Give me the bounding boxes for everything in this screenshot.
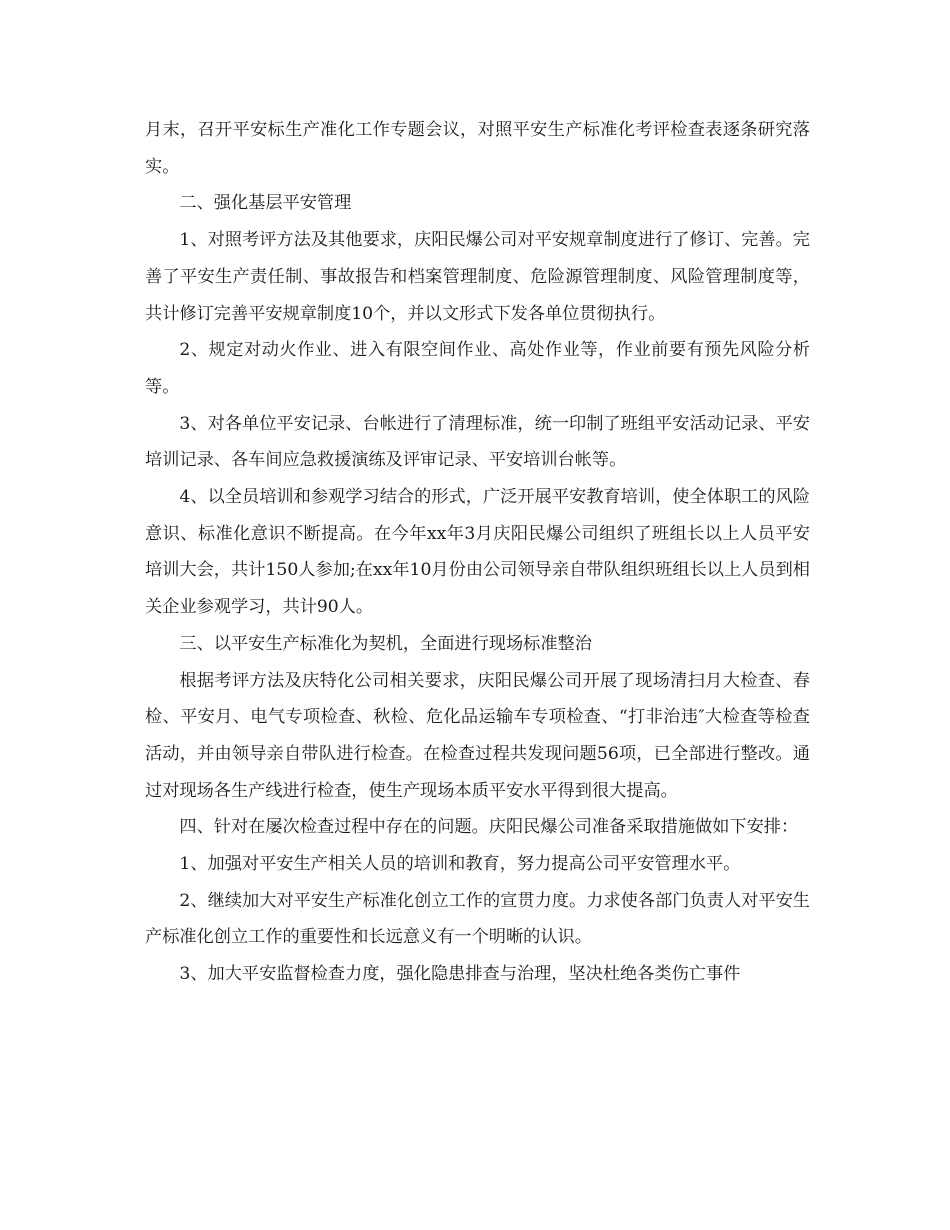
paragraph-item-1: 1、对照考评方法及其他要求，庆阳民爆公司对平安规章制度进行了修订、完善。完善了平安生产责任制、事故报告和档案管理制度、危险源管理制度、风险管理制度等，共计修订完善平安规章制度10个，并以文形式下发各单位贯彻执行。 [145, 230, 810, 324]
paragraph-inspection: 根据考评方法及庆特化公司相关要求，庆阳民爆公司开展了现场清扫月大检查、春检、平安月、电气专项检查、秋检、危化品运输车专项检查、“打非治违″大检查等检查活动，并由领导亲自带队进行检查。在检查过程共发现问题56项，已全部进行整改。通过对现场各生产线进行检查，使生产现场本质平安水平得到很大提高。 [145, 670, 810, 801]
paragraph-measure-2: 2、继续加大对平安生产标准化创立工作的宣贯力度。力求使各部门负责人对平安生产标准化创立工作的重要性和长远意义有一个明晰的认识。 [145, 890, 810, 948]
section-heading-3: 三、以平安生产标准化为契机，全面进行现场标准整治 [179, 633, 592, 654]
paragraph-item-3: 3、对各单位平安记录、台帐进行了清理标准，统一印制了班组平安活动记录、平安培训记录、各车间应急救援演练及评审记录、平安培训台帐等。 [145, 413, 810, 471]
paragraph-measure-3: 3、加大平安监督检查力度，强化隐患排查与治理，坚决杜绝各类伤亡事件 [179, 964, 741, 985]
document-page [145, 112, 810, 993]
paragraph-measure-1: 1、加强对平安生产相关人员的培训和教育，努力提高公司平安管理水平。 [179, 854, 741, 875]
paragraph-item-2: 2、规定对动火作业、进入有限空间作业、高处作业等，作业前要有预先风险分析等。 [145, 340, 810, 397]
paragraph-continuation: 月末，召开平安标生产准化工作专题会议，对照平安生产标准化考评检查表逐条研究落实。 [145, 120, 810, 177]
section-heading-2: 二、强化基层平安管理 [179, 193, 352, 214]
section-heading-4: 四、针对在屡次检查过程中存在的问题。庆阳民爆公司准备采取措施做如下安排： [179, 817, 799, 838]
paragraph-item-4: 4、以全员培训和参观学习结合的形式，广泛开展平安教育培训，使全体职工的风险意识、标准化意识不断提高。在今年xx年3月庆阳民爆公司组织了班组长以上人员平安培训大会，共计150人参加;在xx年10月份由公司领导亲自带队组织班组长以上人员到相关企业参观学习，共计90人。 [145, 487, 810, 618]
